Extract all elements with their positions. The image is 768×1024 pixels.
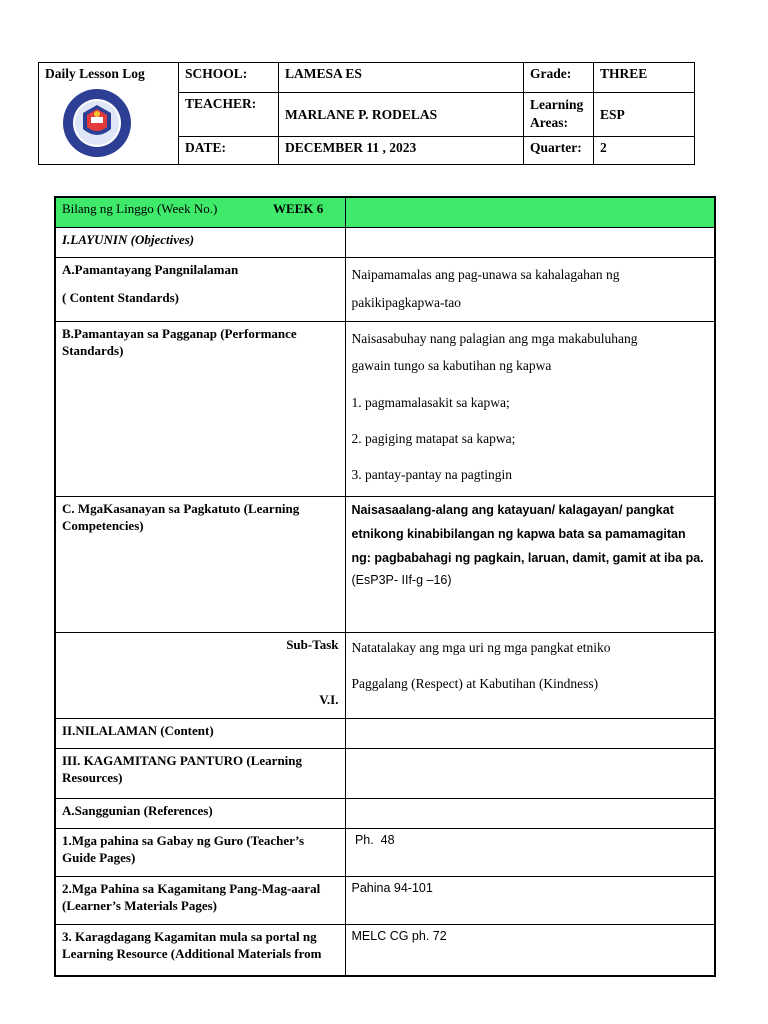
- references-label: A.Sanggunian (References): [55, 798, 345, 828]
- week-empty: [345, 197, 715, 227]
- addl-label: 3. Karagdagang Kagamitan mula sa portal ng Learning Resource (Additional Materials from: [55, 924, 345, 976]
- subtask-cell: [55, 632, 345, 718]
- tg-value: Ph. 48: [345, 828, 715, 876]
- content-std-value-1: Naipamamalas ang pag-unawa sa kahalagahan ng: [351, 266, 620, 282]
- content-standards-cell: [55, 257, 345, 321]
- references-empty: [345, 798, 715, 828]
- objectives-label: I.LAYUNIN (Objectives): [55, 227, 345, 257]
- resources-label: III. KAGAMITANG PANTURO (Learning Resources): [55, 748, 345, 798]
- competency-value: Naisasaalang-alang ang katayuan/ kalagayan/ pangkat etnikong kinabibilangan ng kapwa bata sa pamamagitan ng: pagbabahagi ng pagkain, laruan, damit, gamit at iba pa.: [351, 502, 704, 565]
- content-std-value-2: pakikipagkapwa-tao: [351, 294, 461, 310]
- log-title: Daily Lesson Log: [45, 66, 145, 81]
- perf-std-value-2: gawain tungo sa kabutihan ng kapwa: [351, 357, 552, 373]
- addl-value: MELC CG ph. 72: [345, 924, 715, 976]
- learning-areas-value: ESP: [594, 93, 695, 137]
- week-cell: [55, 197, 345, 227]
- lm-label: 2.Mga Pahina sa Kagamitang Pang-Mag-aaral (Learner’s Materials Pages): [55, 876, 345, 924]
- content-standards-value: [345, 257, 715, 321]
- subtask-value-1: Natatalakay ang mga uri ng mga pangkat etniko: [351, 639, 611, 655]
- logo-cell: [39, 63, 179, 165]
- week-row: [55, 197, 715, 227]
- content-std-label-2: ( Content Standards): [62, 289, 180, 305]
- teacher-value: MARLANE P. RODELAS: [279, 93, 524, 137]
- resources-empty: [345, 748, 715, 798]
- week-label: Bilang ng Linggo (Week No.): [62, 201, 218, 216]
- perf-std-item-1: 1. pagmamalasakit sa kapwa;: [351, 394, 510, 410]
- perf-std-item-2: 2. pagiging matapat sa kapwa;: [351, 430, 516, 446]
- content-empty: [345, 718, 715, 748]
- competency-cell: [345, 496, 715, 632]
- perf-std-label: B.Pamantayan sa Pagganap (Performance Standards): [55, 321, 345, 496]
- school-value: LAMESA ES: [279, 63, 524, 93]
- quarter-value: 2: [594, 137, 695, 165]
- competency-label: C. MgaKasanayan sa Pagkatuto (Learning Competencies): [55, 496, 345, 632]
- competency-code: (EsP3P- IIf-g –16): [351, 572, 452, 587]
- quarter-label: Quarter:: [524, 137, 594, 165]
- date-label: DATE:: [179, 137, 279, 165]
- header-table: [38, 62, 695, 165]
- subtask-label: Sub-Task: [286, 636, 339, 652]
- subtask-value-2: Paggalang (Respect) at Kabutihan (Kindness): [351, 675, 599, 691]
- lesson-table: [54, 196, 716, 977]
- objectives-empty: [345, 227, 715, 257]
- vi-label: V.I.: [319, 691, 339, 707]
- perf-std-value: [345, 321, 715, 496]
- content-label: II.NILALAMAN (Content): [55, 718, 345, 748]
- grade-label: Grade:: [524, 63, 594, 93]
- teacher-label: TEACHER:: [179, 93, 279, 137]
- lm-value: Pahina 94-101: [345, 876, 715, 924]
- perf-std-value-1: Naisasabuhay nang palagian ang mga makabuluhang: [351, 330, 638, 346]
- date-value: DECEMBER 11 , 2023: [279, 137, 524, 165]
- content-std-label-1: A.Pamantayang Pangnilalaman: [62, 261, 239, 277]
- perf-std-item-3: 3. pantay-pantay na pagtingin: [351, 466, 512, 482]
- deped-seal-icon: [61, 87, 133, 159]
- week-value: WEEK 6: [273, 201, 324, 216]
- subtask-value-cell: [345, 632, 715, 718]
- grade-value: THREE: [594, 63, 695, 93]
- learning-areas-label: Learning Areas:: [524, 93, 594, 137]
- tg-label: 1.Mga pahina sa Gabay ng Guro (Teacher’s Guide Pages): [55, 828, 345, 876]
- school-label: SCHOOL:: [179, 63, 279, 93]
